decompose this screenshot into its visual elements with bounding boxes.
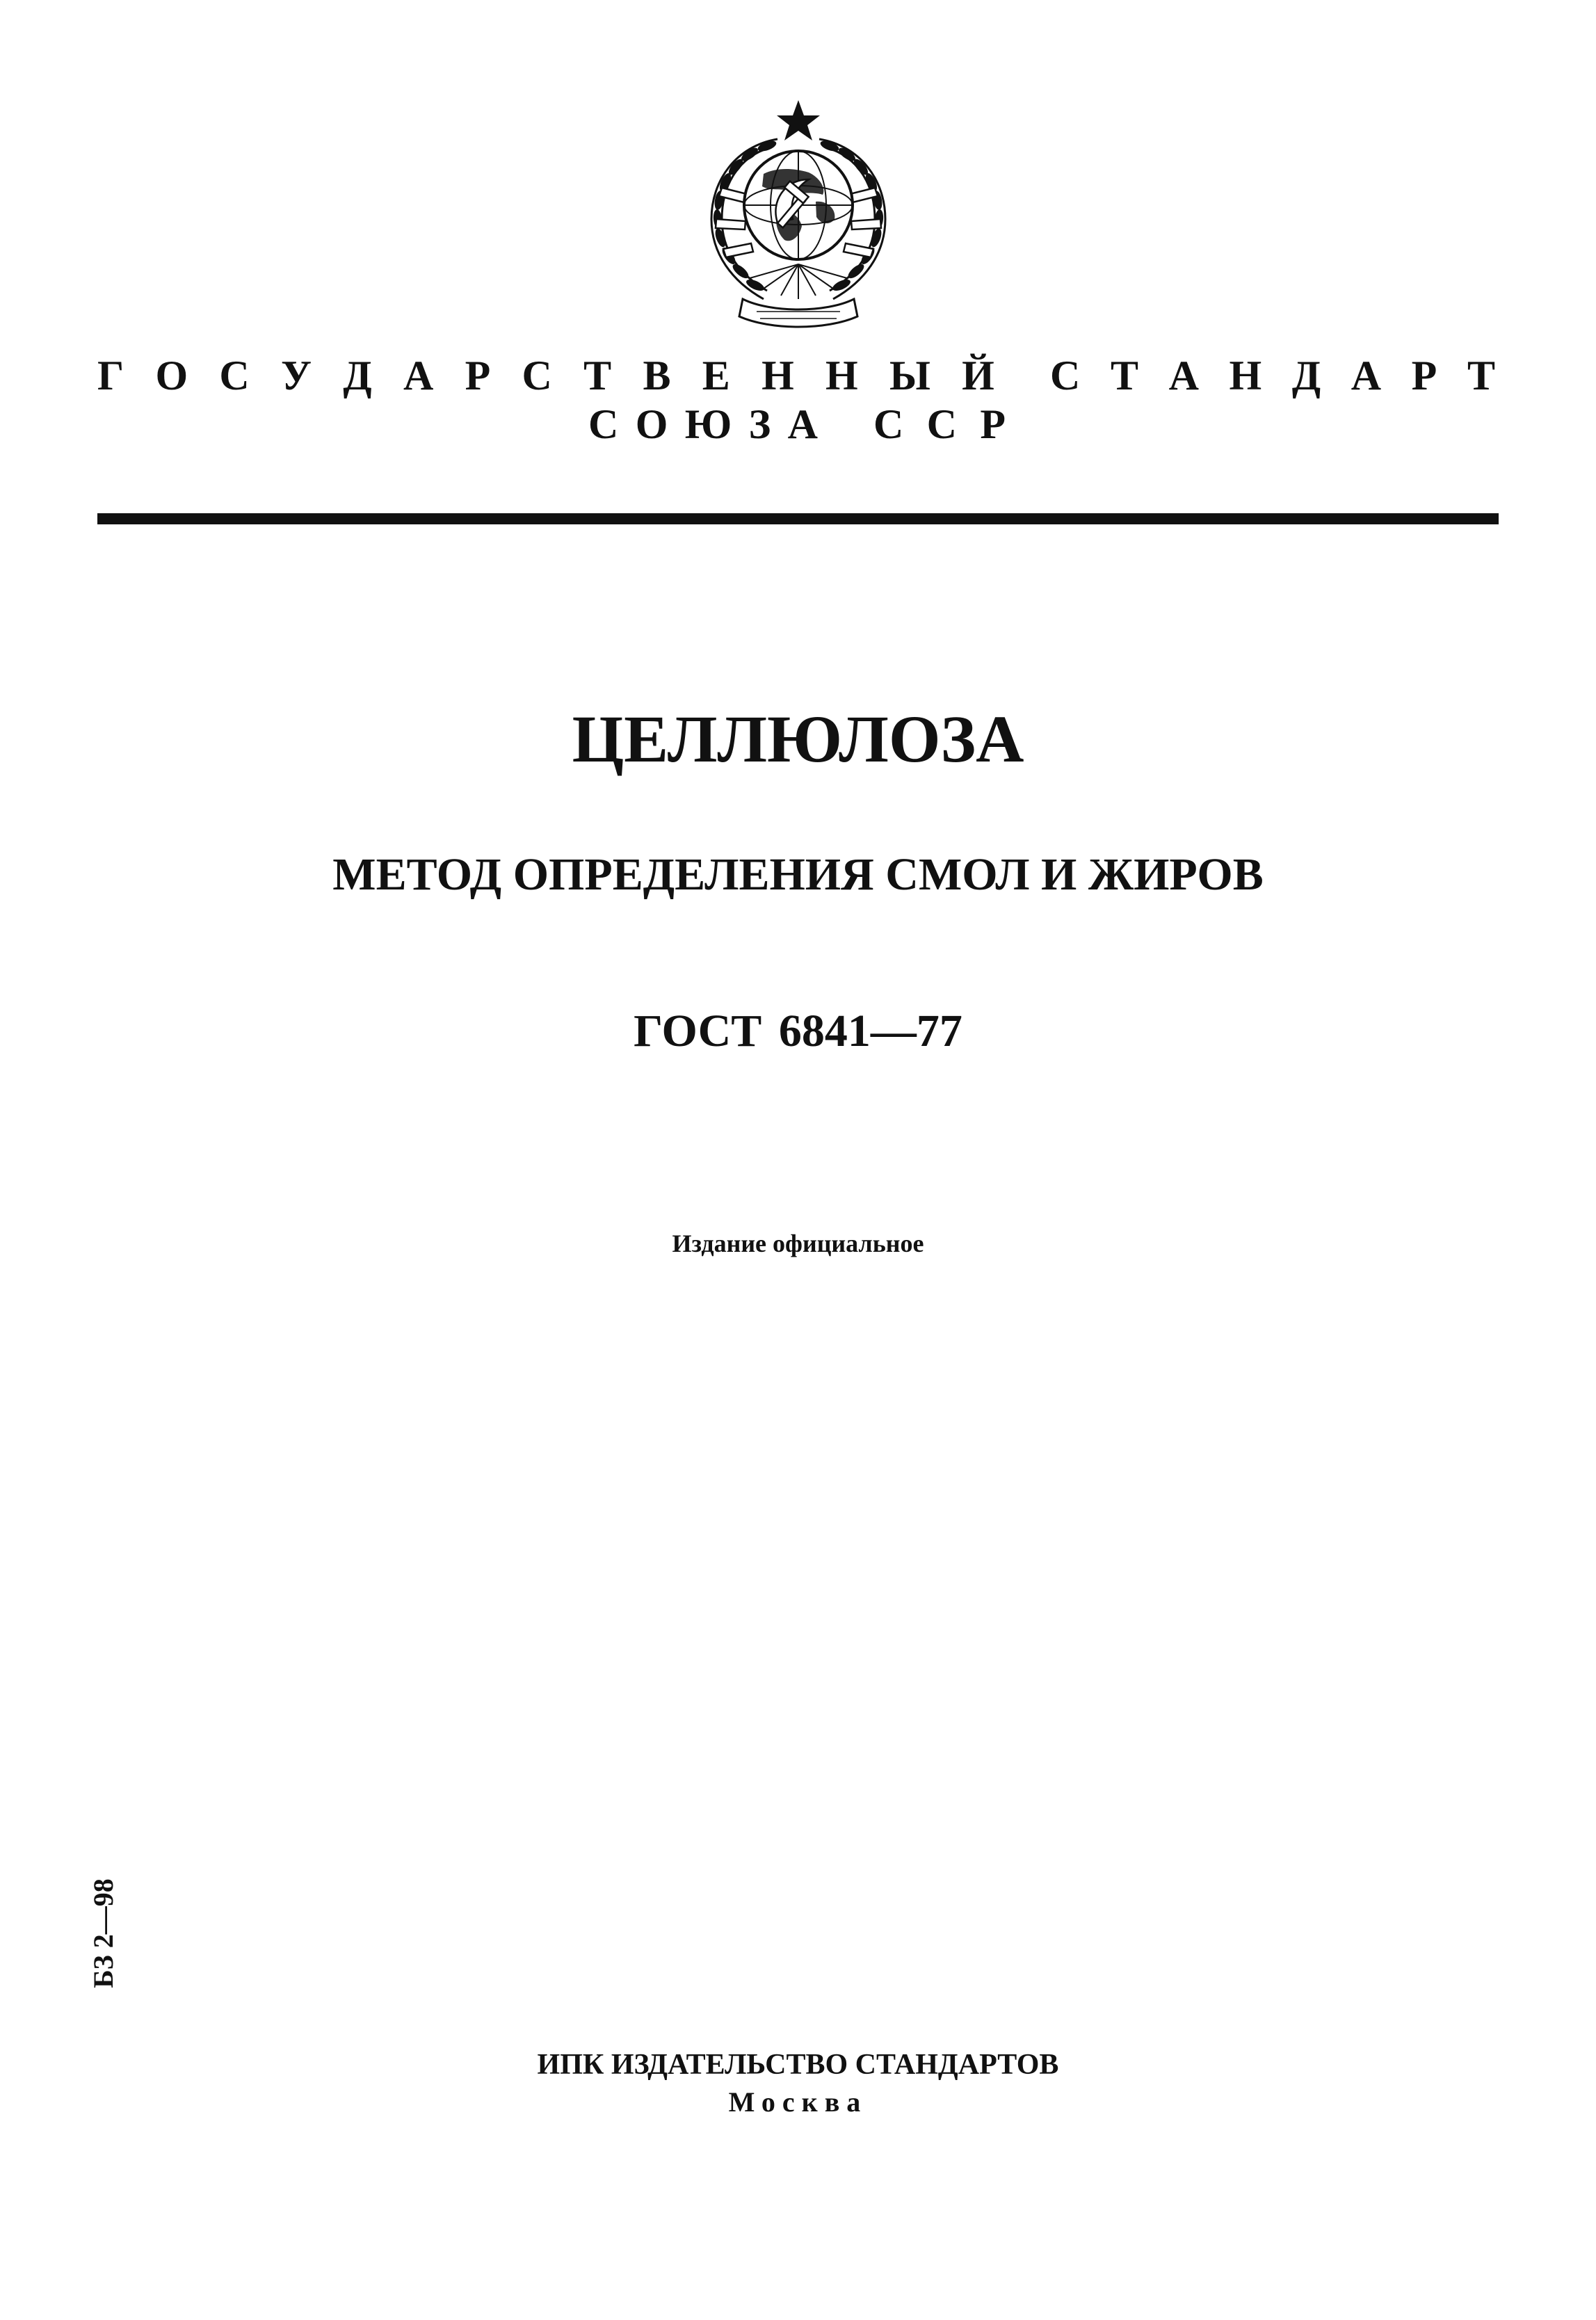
document-title: ЦЕЛЛЮЛОЗА <box>572 702 1024 776</box>
header-letter: Ю <box>684 401 732 447</box>
header-letter: О <box>155 353 188 398</box>
header-letter: Й <box>962 353 994 398</box>
header-letter: А <box>1168 353 1199 398</box>
header-letter: А <box>403 353 434 398</box>
header-letter: Р <box>1411 353 1437 398</box>
header-letter: А <box>787 401 818 447</box>
side-code-text: БЗ 2—98 <box>88 1878 119 1988</box>
standard-header-word-union <box>588 403 818 445</box>
standard-header-word-ussr <box>873 403 1006 445</box>
standard-header-line-1 <box>97 355 1495 396</box>
standard-header-word-state <box>97 355 994 396</box>
gost-number: ГОСТ 6841—77 <box>634 1006 962 1056</box>
header-letter: Р <box>980 401 1006 447</box>
header-letter: С <box>873 401 904 447</box>
header-letter: С <box>926 401 958 447</box>
document-subtitle: МЕТОД ОПРЕДЕЛЕНИЯ СМОЛ И ЖИРОВ <box>332 849 1264 900</box>
header-letter: Р <box>465 353 491 398</box>
header-letter: Т <box>583 353 612 398</box>
header-letter: С <box>1050 353 1081 398</box>
header-letter: С <box>588 401 619 447</box>
header-divider <box>97 513 1499 524</box>
header-letter: Т <box>1110 353 1138 398</box>
edition-note: Издание официальное <box>672 1230 924 1257</box>
header-letter: З <box>748 401 771 447</box>
header-letter: Д <box>1291 353 1321 398</box>
header-letter: Н <box>1229 353 1262 398</box>
header-letter: У <box>281 353 312 398</box>
standard-header-word-standard <box>1050 355 1495 396</box>
publisher-city: Москва <box>728 2086 868 2118</box>
side-code <box>86 1874 121 1992</box>
standard-header-line-2 <box>588 403 1006 445</box>
header-letter: С <box>219 353 250 398</box>
publisher-name: ИПК ИЗДАТЕЛЬСТВО СТАНДАРТОВ <box>537 2049 1059 2081</box>
header-letter: В <box>643 353 671 398</box>
header-letter: С <box>522 353 552 398</box>
header-letter: Д <box>343 353 372 398</box>
header-letter: Г <box>97 353 124 398</box>
header-letter: Е <box>702 353 730 398</box>
ussr-state-emblem-icon <box>673 90 924 341</box>
header-letter: Н <box>825 353 858 398</box>
header-letter: О <box>635 401 668 447</box>
header-letter: Ы <box>889 353 930 398</box>
header-letter: А <box>1351 353 1382 398</box>
header-letter: Т <box>1467 353 1495 398</box>
header-letter: Н <box>761 353 794 398</box>
